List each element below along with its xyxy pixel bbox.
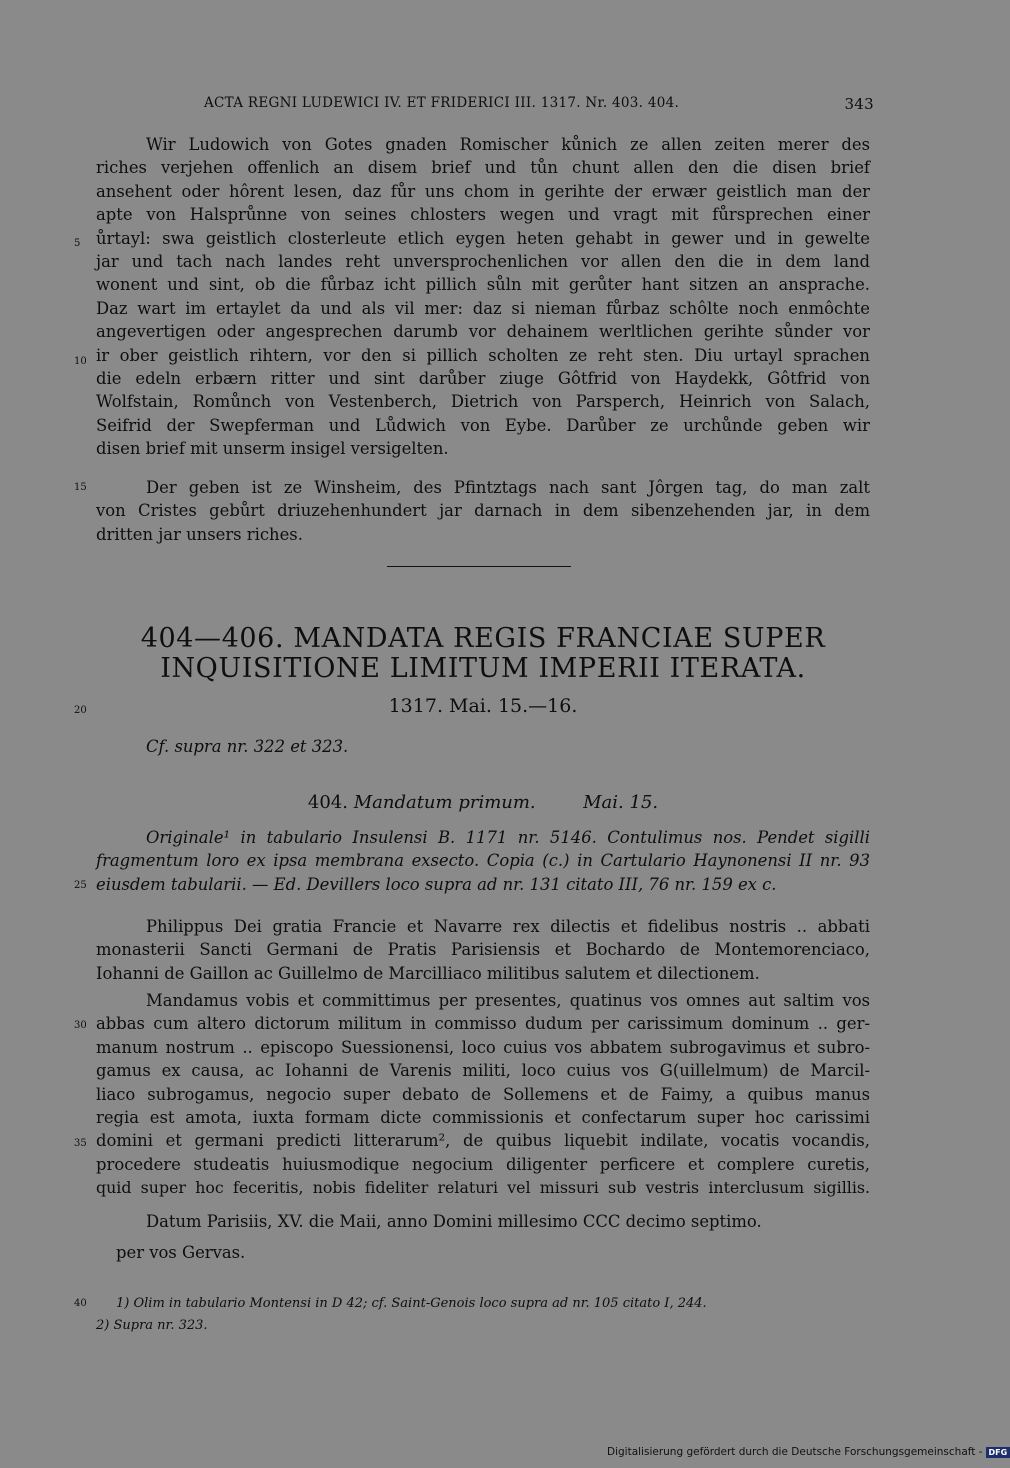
credit-text: Digitalisierung gefördert durch die Deutsche Forschungsgemeinschaft - [607,1446,983,1458]
text-line: quid super hoc feceritis, nobis fideliter relaturi vel missuri sub vestris interclusum sigillis. [96,1178,870,1198]
text-line: Daz wart im ertaylet da und als vil mer: daz si nieman fůrbaz schôlte noch enmôchte [96,298,870,318]
digitization-credit [607,1446,1010,1458]
text-line: dritten jar unsers riches. [96,524,303,544]
text-line: Wir Ludowich von Gotes gnaden Romischer kůnich ze allen zeiten merer des [146,135,870,154]
line-number: 15 [74,482,87,493]
text-line: Der geben ist ze Winsheim, des Pfintztags nach sant Jôrgen tag, do man zalt [146,478,870,497]
text-line: manum nostrum .. episcopo Suessionensi, loco cuius vos abbatem subrogavimus et subro- [96,1037,870,1057]
text-line: liaco subrogamus, negocio super debato de Sollemens et de Faimy, a quibus manus [96,1084,870,1104]
text-line: disen brief mit unserm insigel versigelten. [96,439,449,459]
text-line: jar und tach nach landes reht unversprochenlichen vor allen den die in dem land [96,252,870,272]
text-line: domini et germani predicti litterarum², de quibus liquebit indilate, vocatis vocandis, [96,1131,870,1151]
doc404-signature: per vos Gervas. [116,1243,246,1262]
doc404-heading [96,792,870,813]
text-line: Iohanni de Gaillon ac Guillelmo de Marcilliaco militibus salutem et dilectionem. [96,963,760,983]
doc404-source [96,826,870,896]
text-line: die edeln erbærn ritter und sint darůber ziuge Gôtfrid von Haydekk, Gôtfrid von [96,369,870,389]
section-title-line: 404—406. MANDATA REGIS FRANCIAE SUPER [140,623,826,654]
doc404-title: Mandatum primum. [353,792,536,813]
line-number: 40 [74,1298,87,1309]
text-line: riches verjehen offenlich an disem brief und tůn chunt allen den die disen brief [96,158,870,178]
doc404-datum: Datum Parisiis, XV. die Maii, anno Domini millesimo CCC decimo septimo. [146,1212,762,1231]
text-line: angevertigen oder angesprechen darumb vor dehainem werltlichen gerihte sůnder vor [96,322,870,342]
text-line: Mandamus vobis et committimus per presentes, quatinus vos omnes aut saltim vos [146,991,870,1010]
footnotes [96,1293,870,1337]
text-line: Originale¹ in tabulario Insulensi B. 1171 nr. 5146. Contulimus nos. Pendet sigilli [146,828,870,847]
section-title [96,624,870,684]
text-line: apte von Halsprůnne von seines chlosters wegen und vragt mit fůrsprechen einer [96,205,870,225]
dfg-logo: DFG [986,1447,1010,1458]
text-line: abbas cum altero dictorum militum in commisso dudum per carissimum dominum .. ger- [96,1014,870,1034]
line-number: 30 [74,1020,87,1031]
footnote: 2) Supra nr. 323. [96,1318,208,1333]
text-line: Seifrid der Swepferman und Lůdwich von Eybe. Darůber ze urchůnde geben wir [96,415,870,435]
section-date: 1317. Mai. 15.—16. [388,695,578,717]
text-line: monasterii Sancti Germani de Pratis Parisiensis et Bochardo de Montemorenciaco, [96,940,870,960]
doc404-address [96,915,870,985]
line-number: 5 [74,238,81,249]
text-line: gamus ex causa, ac Iohanni de Varenis militi, loco cuius vos G(uillelmum) de Marcil- [96,1061,870,1081]
text-line: Wolfstain, Romůnch von Vestenberch, Dietrich von Parsperch, Heinrich von Salach, [96,392,870,412]
text-line: procedere studeatis huiusmodique negocium diligenter perficere et complere curetis, [96,1154,870,1174]
doc404-body [96,989,870,1200]
page-number: 343 [844,95,874,113]
running-title: ACTA REGNI LUDEWICI IV. ET FRIDERICI III. 1317. Nr. 403. 404. [204,95,680,111]
section-title-line: INQUISITIONE LIMITUM IMPERII ITERATA. [160,653,806,684]
text-line: eiusdem tabularii. — Ed. Devillers loco supra ad nr. 131 citato III, 76 nr. 159 ex c. [96,874,777,894]
section-divider [387,566,571,567]
text-line: ůrtayl: swa geistlich closterleute etlich eygen heten gehabt in gewer und in gewelte [96,228,870,248]
text-line: regia est amota, iuxta formam dicte commissionis et confectarum super hoc carissimi [96,1108,870,1128]
text-line: ir ober geistlich rihtern, vor den si pillich scholten ze reht sten. Diu urtayl sprachen [96,345,870,365]
text-line: von Cristes gebůrt driuzehenhundert jar darnach in dem sibenzehenden jar, in dem [96,501,870,521]
line-number: 25 [74,880,87,891]
text-line: Philippus Dei gratia Francie et Navarre rex dilectis et fidelibus nostris .. abbati [146,917,870,936]
section-reference: Cf. supra nr. 322 et 323. [146,737,349,756]
text-line: wonent und sint, ob die fůrbaz icht pillich sůln mit gerůter hant sitzen an ansprache. [96,275,870,295]
line-number: 20 [74,705,87,716]
doc404-number: 404. [307,792,348,813]
doc403-text [96,133,870,461]
line-number: 10 [74,356,87,367]
doc403-closing [96,476,870,546]
line-number: 35 [74,1138,87,1149]
doc404-date: Mai. 15. [583,792,659,813]
footnote: 1) Olim in tabulario Montensi in D 42; cf. Saint-Genois loco supra ad nr. 105 citato I, 244. [116,1296,707,1311]
text-line: ansehent oder hôrent lesen, daz fůr uns chom in gerihte der erwær geistlich man der [96,181,870,201]
text-line: fragmentum loro ex ipsa membrana exsecto. Copia (c.) in Cartulario Haynonensi II nr. 93 [96,851,870,871]
